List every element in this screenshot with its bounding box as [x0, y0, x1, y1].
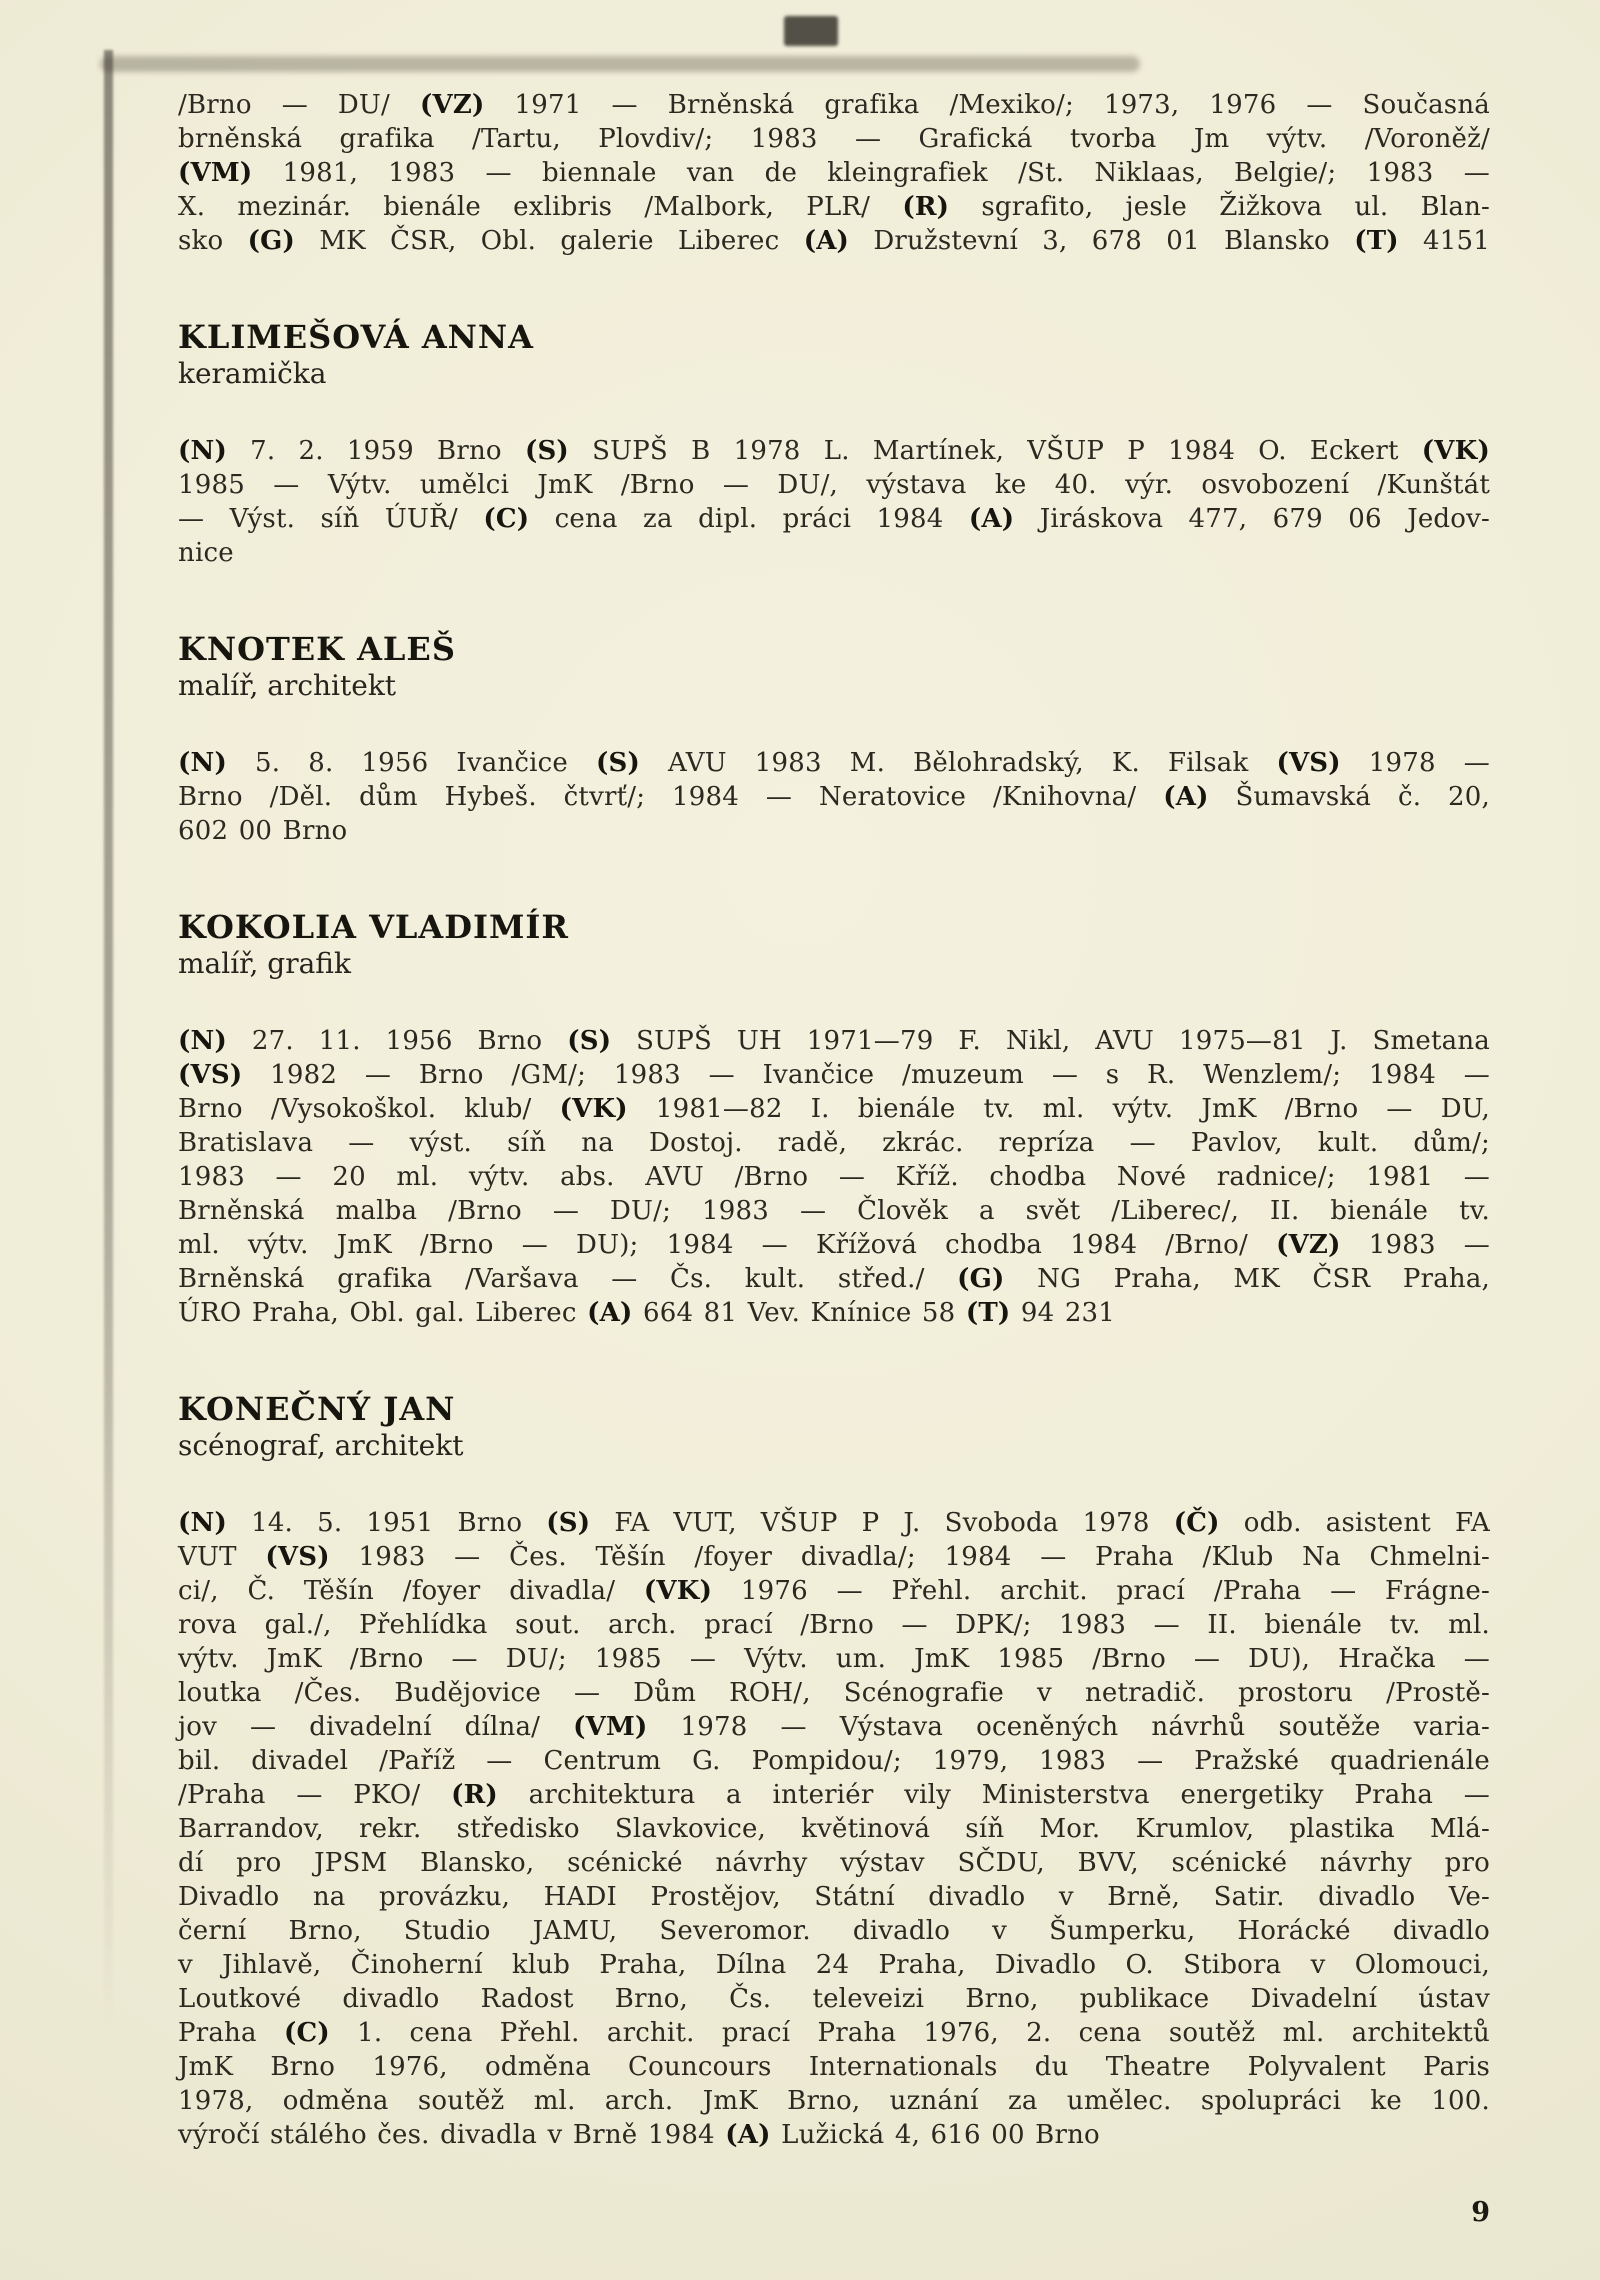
- entry-profession: malíř, architekt: [178, 669, 397, 702]
- category-tag: (N): [178, 1026, 227, 1056]
- text-line: v Jihlavě, Činoherní klub Praha, Dílna 24 Praha, Divadlo O. Stibora v Olomouci,: [178, 1950, 1490, 1980]
- entry-paragraph: [178, 1024, 1490, 1330]
- text-line: výtv. JmK /Brno — DU/; 1985 — Výtv. um. JmK 1985 /Brno — DU), Hračka —: [178, 1644, 1490, 1674]
- text-line: ml. výtv. JmK /Brno — DU); 1984 — Křížová chodba 1984 /Brno/ (VZ) 1983 —: [178, 1230, 1490, 1260]
- category-tag: (N): [178, 436, 227, 466]
- text-line: ci/, Č. Těšín /foyer divadla/ (VK) 1976 — Přehl. archit. prací /Praha — Frágne-: [178, 1576, 1490, 1606]
- page-number: 9: [1471, 2197, 1490, 2228]
- text-line: dí pro JPSM Blansko, scénické návrhy výstav SČDU, BVV, scénické návrhy pro: [178, 1848, 1490, 1878]
- category-tag: (R): [451, 1780, 498, 1810]
- text-line: (VS) 1982 — Brno /GM/; 1983 — Ivančice /muzeum — s R. Wenzlem/; 1984 —: [178, 1060, 1490, 1090]
- text-line: Barrandov, rekr. středisko Slavkovice, květinová síň Mor. Krumlov, plastika Mlá-: [178, 1814, 1490, 1844]
- text-line: — Výst. síň ÚUŘ/ (C) cena za dipl. práci 1984 (A) Jiráskova 477, 679 06 Jedov-: [178, 504, 1490, 534]
- category-tag: (S): [546, 1508, 591, 1538]
- category-tag: (VZ): [1276, 1230, 1341, 1260]
- text-line: rova gal./, Přehlídka sout. arch. prací /Brno — DPK/; 1983 — II. bienále tv. ml.: [178, 1610, 1490, 1640]
- text-line: Brno /Vysokoškol. klub/ (VK) 1981—82 I. bienále tv. ml. výtv. JmK /Brno — DU,: [178, 1094, 1490, 1124]
- text-line: (N) 14. 5. 1951 Brno (S) FA VUT, VŠUP P J. Svoboda 1978 (Č) odb. asistent FA: [178, 1508, 1490, 1538]
- category-tag: (A): [587, 1298, 633, 1328]
- text-line: 1985 — Výtv. umělci JmK /Brno — DU/, výstava ke 40. výr. osvobození /Kunštát: [178, 470, 1490, 500]
- entry-kokolia-vladimir: [178, 910, 1490, 1330]
- text-line: (VM) 1981, 1983 — biennale van de kleingrafiek /St. Niklaas, Belgie/; 1983 —: [178, 158, 1490, 188]
- category-tag: (S): [596, 748, 641, 778]
- text-line: jov — divadelní dílna/ (VM) 1978 — Výstava oceněných návrhů soutěže varia-: [178, 1712, 1490, 1742]
- category-tag: (G): [957, 1264, 1005, 1294]
- category-tag: (VK): [1421, 436, 1490, 466]
- text-line: (N) 27. 11. 1956 Brno (S) SUPŠ UH 1971—79 F. Nikl, AVU 1975—81 J. Smetana: [178, 1026, 1490, 1056]
- category-tag: (VS): [265, 1542, 330, 1572]
- text-line: /Brno — DU/ (VZ) 1971 — Brněnská grafika /Mexiko/; 1973, 1976 — Současná: [178, 90, 1490, 120]
- text-line: 602 00 Brno: [178, 816, 348, 846]
- category-tag: (VM): [178, 158, 253, 188]
- text-line: bil. divadel /Paříž — Centrum G. Pompidou/; 1979, 1983 — Pražské quadrienále: [178, 1746, 1490, 1776]
- text-line: ÚRO Praha, Obl. gal. Liberec (A) 664 81 Vev. Knínice 58 (T) 94 231: [178, 1298, 1116, 1328]
- text-line: 1978, odměna soutěž ml. arch. JmK Brno, uznání za umělec. spolupráci ke 100.: [178, 2086, 1490, 2116]
- category-tag: (VK): [643, 1576, 713, 1606]
- text-line: Brněnská malba /Brno — DU/; 1983 — Člověk a svět /Liberec/, II. bienále tv.: [178, 1196, 1490, 1226]
- category-tag: (A): [803, 226, 850, 256]
- entry-name: KONEČNÝ JAN: [178, 1390, 456, 1428]
- category-tag: (G): [247, 226, 296, 256]
- category-tag: (A): [968, 504, 1015, 534]
- text-line: X. mezinár. bienále exlibris /Malbork, PLR/ (R) sgrafito, jesle Žižkova ul. Blan-: [178, 192, 1490, 222]
- scan-gutter-shadow: [104, 50, 113, 2030]
- entry-konecny-jan: [178, 1392, 1490, 2152]
- category-tag: (T): [1354, 226, 1399, 256]
- category-tag: (VS): [178, 1060, 243, 1090]
- text-line: Divadlo na provázku, HADI Prostějov, Státní divadlo v Brně, Satir. divadlo Ve-: [178, 1882, 1490, 1912]
- text-line: Brněnská grafika /Varšava — Čs. kult. střed./ (G) NG Praha, MK ČSR Praha,: [178, 1264, 1491, 1294]
- category-tag: (N): [178, 1508, 227, 1538]
- category-tag: (C): [483, 504, 530, 534]
- text-line: Praha (C) 1. cena Přehl. archit. prací Praha 1976, 2. cena soutěž ml. architektů: [178, 2018, 1490, 2048]
- category-tag: (VS): [1276, 748, 1341, 778]
- text-line: JmK Brno 1976, odměna Councours Internationals du Theatre Polyvalent Paris: [178, 2052, 1490, 2082]
- entry-profession: scénograf, architekt: [178, 1429, 464, 1462]
- category-tag: (S): [524, 436, 569, 466]
- text-line: brněnská grafika /Tartu, Plovdiv/; 1983 — Grafická tvorba Jm výtv. /Voroněž/: [178, 124, 1490, 154]
- category-tag: (S): [567, 1026, 612, 1056]
- category-tag: (VZ): [420, 90, 485, 120]
- category-tag: (R): [902, 192, 950, 222]
- entry-klimesova-anna: [178, 320, 1490, 570]
- text-line: (N) 7. 2. 1959 Brno (S) SUPŠ B 1978 L. Martínek, VŠUP P 1984 O. Eckert (VK): [178, 436, 1490, 466]
- text-line: VUT (VS) 1983 — Čes. Těšín /foyer divadla/; 1984 — Praha /Klub Na Chmelni-: [178, 1542, 1490, 1572]
- text-line: Bratislava — výst. síň na Dostoj. radě, zkrác. repríza — Pavlov, kult. dům/;: [178, 1128, 1490, 1158]
- category-tag: (VK): [559, 1094, 628, 1124]
- page-content: [178, 0, 1490, 2152]
- category-tag: (T): [965, 1298, 1011, 1328]
- text-line: Loutkové divadlo Radost Brno, Čs. televeizi Brno, publikace Divadelní ústav: [178, 1984, 1490, 2014]
- entry-continuation-paragraph: [178, 88, 1490, 258]
- category-tag: (VM): [573, 1712, 648, 1742]
- text-line: černí Brno, Studio JAMU, Severomor. divadlo v Šumperku, Horácké divadlo: [178, 1916, 1490, 1946]
- text-line: /Praha — PKO/ (R) architektura a interiér vily Ministerstva energetiky Praha —: [178, 1780, 1490, 1810]
- entry-paragraph: [178, 746, 1490, 848]
- entry-name: KOKOLIA VLADIMÍR: [178, 908, 569, 946]
- entry-profession: keramička: [178, 357, 327, 390]
- category-tag: (Č): [1173, 1508, 1220, 1538]
- text-line: (N) 5. 8. 1956 Ivančice (S) AVU 1983 M. Bělohradský, K. Filsak (VS) 1978 —: [178, 748, 1490, 778]
- entry-name: KNOTEK ALEŠ: [178, 630, 456, 668]
- entry-paragraph: [178, 1506, 1490, 2152]
- category-tag: (A): [725, 2120, 771, 2150]
- category-tag: (N): [178, 748, 227, 778]
- entry-name: KLIMEŠOVÁ ANNA: [178, 318, 534, 356]
- text-line: nice: [178, 538, 234, 568]
- text-line: Brno /Děl. dům Hybeš. čtvrť/; 1984 — Neratovice /Knihovna/ (A) Šumavská č. 20,: [178, 782, 1491, 812]
- category-tag: (C): [283, 2018, 330, 2048]
- text-line: 1983 — 20 ml. výtv. abs. AVU /Brno — Kříž. chodba Nové radnice/; 1981 —: [178, 1162, 1490, 1192]
- entry-paragraph: [178, 434, 1490, 570]
- entry-knotek-ales: [178, 632, 1490, 848]
- category-tag: (A): [1163, 782, 1209, 812]
- text-line: výročí stálého čes. divadla v Brně 1984 (A) Lužická 4, 616 00 Brno: [178, 2120, 1100, 2150]
- entry-profession: malíř, grafik: [178, 947, 351, 980]
- text-line: sko (G) MK ČSR, Obl. galerie Liberec (A) Družstevní 3, 678 01 Blansko (T) 4151: [178, 226, 1491, 256]
- text-line: loutka /Čes. Budějovice — Dům ROH/, Scénografie v netradič. prostoru /Prostě-: [178, 1678, 1490, 1708]
